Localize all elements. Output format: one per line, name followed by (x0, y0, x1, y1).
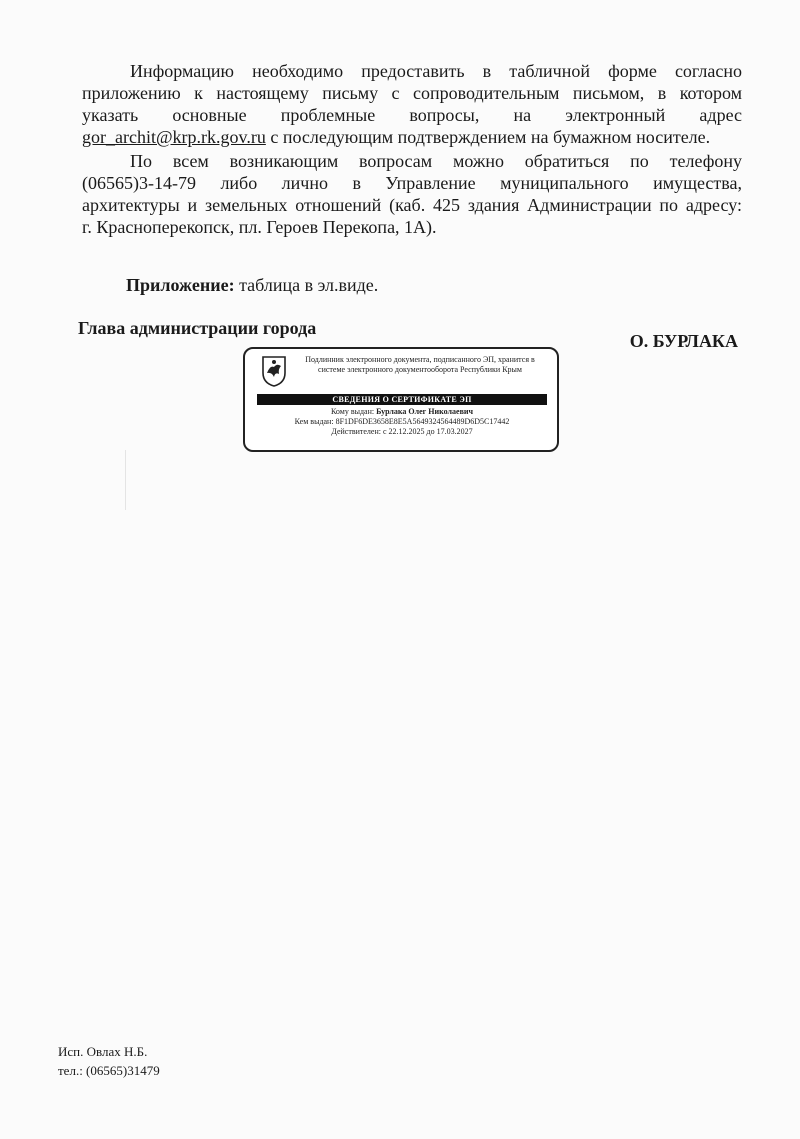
stamp-issued-by-value: 8F1DF6DE3658E8E5A5649324564489D6D5C17442 (335, 417, 510, 426)
paragraph-line: (06565)3-14-79 либо лично в Управление муниципального имущества, (82, 173, 742, 193)
stamp-details (257, 407, 547, 437)
executor-block (58, 1042, 160, 1080)
stamp-issued-by-label: Кем выдан: (294, 417, 334, 426)
paragraph-line: Информацию необходимо предоставить в табличной форме согласно (130, 61, 742, 81)
appendix-label: Приложение: (126, 275, 235, 295)
stamp-issued-to (257, 407, 547, 417)
signatory-title: Глава администрации города (78, 318, 317, 338)
email-link[interactable]: gor_archit@krp.rk.gov.ru (82, 127, 266, 147)
scan-artifact (125, 450, 126, 510)
stamp-validity-value: с 22.12.2025 до 17.03.2027 (382, 427, 473, 436)
stamp-note: Подлинник электронного документа, подписанного ЭП, хранится в системе электронного документооборота Республики Крым (305, 355, 535, 374)
appendix-text: таблица в эл.виде. (234, 275, 379, 295)
paragraph-line: архитектуры и земельных отношений (каб. 425 здания Администрации по адресу: (82, 195, 742, 215)
stamp-issued-to-label: Кому выдан: (330, 407, 375, 416)
stamp-issued-to-value: Бурлака Олег Николаевич (376, 407, 474, 416)
stamp-validity (257, 427, 547, 437)
stamp-issued-by (257, 417, 547, 427)
stamp-header: СВЕДЕНИЯ О СЕРТИФИКАТЕ ЭП (257, 394, 547, 405)
executor-phone: тел.: (06565)31479 (58, 1063, 160, 1078)
paragraph-line: г. Красноперекопск, пл. Героев Перекопа, 1А). (82, 217, 437, 237)
paragraph-line: приложению к настоящему письму с сопроводительным письмом, в котором (82, 83, 742, 103)
stamp-validity-label: Действителен: (331, 427, 381, 436)
paragraph-line: По всем возникающим вопросам можно обратиться по телефону (130, 151, 742, 171)
crimea-emblem-icon (261, 355, 287, 387)
paragraph-contacts (82, 150, 742, 238)
signatory-name: О. БУРЛАКА (629, 331, 738, 351)
paragraph-line: указать основные проблемные вопросы, на электронный адрес (82, 105, 742, 125)
executor-name: Исп. Овлах Н.Б. (58, 1044, 148, 1059)
paragraph-line (82, 126, 742, 148)
appendix-line (126, 274, 378, 296)
paragraph-info-request (82, 60, 742, 148)
paragraph-line-tail: с последующим подтверждением на бумажном носителе. (265, 127, 711, 147)
digital-signature-stamp (243, 347, 559, 452)
